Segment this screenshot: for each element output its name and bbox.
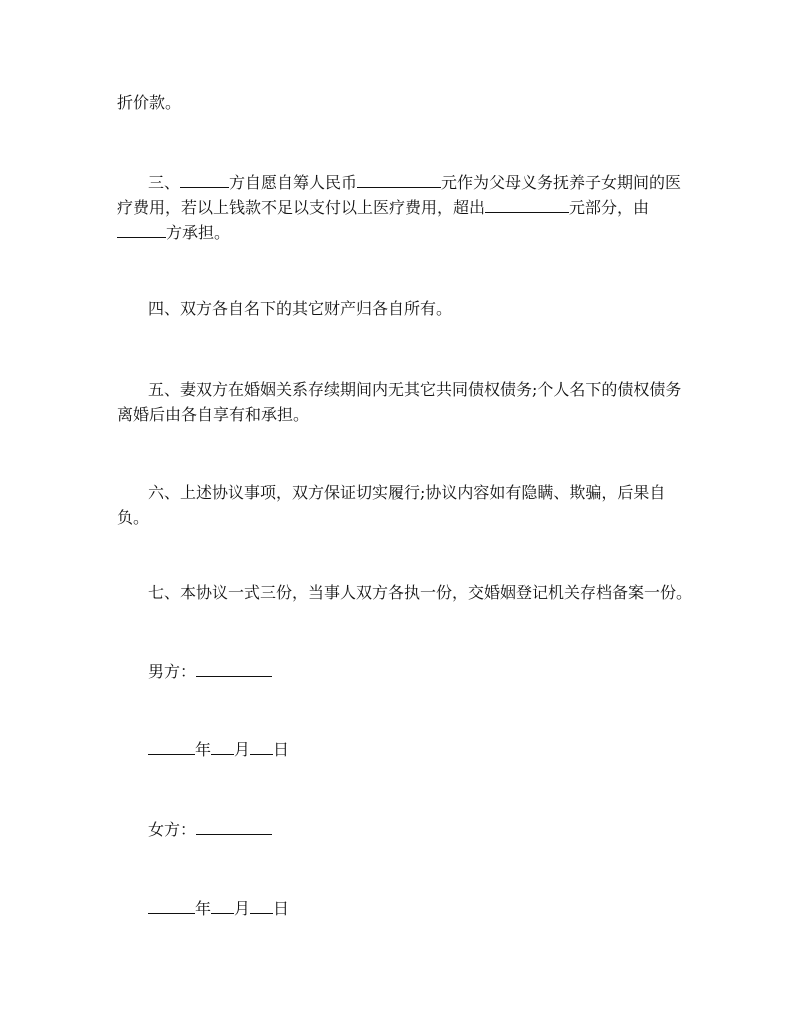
male-signature-line <box>148 659 718 684</box>
paragraph-three-text-a: 方自愿自筹人民币 <box>229 173 358 192</box>
paragraph-three-line-1 <box>148 170 718 195</box>
male-label: 男方： <box>148 662 197 681</box>
paragraph-three-line-3 <box>117 220 687 245</box>
paragraph-continuation <box>117 90 687 115</box>
male-year-blank <box>148 739 195 755</box>
amount-blank <box>357 172 441 188</box>
excess-amount-blank <box>485 197 569 213</box>
paragraph-seven <box>148 580 718 605</box>
male-year-label: 年 <box>195 740 212 759</box>
female-day-label: 日 <box>273 899 290 918</box>
paragraph-four <box>148 296 718 321</box>
paragraph-five-line-1 <box>148 377 718 402</box>
female-signature-line <box>148 817 718 842</box>
male-month-label: 月 <box>234 740 251 759</box>
paragraph-three-text-b: 元作为父母义务抚养子女期间的医 <box>441 173 682 192</box>
female-month-blank <box>211 898 234 914</box>
paragraph-six-line-1 <box>148 480 718 505</box>
male-month-blank <box>211 739 234 755</box>
paragraph-six-line-2 <box>117 505 687 530</box>
paragraph-six-text-2: 负。 <box>117 508 150 527</box>
continuation-text: 折价款。 <box>117 93 182 112</box>
female-year-label: 年 <box>195 899 212 918</box>
responsible-party-blank <box>117 222 166 238</box>
male-signature-blank <box>196 661 272 677</box>
male-day-label: 日 <box>273 740 290 759</box>
female-date-line <box>148 896 718 921</box>
female-day-blank <box>250 898 273 914</box>
paragraph-five-line-2 <box>117 402 687 427</box>
female-month-label: 月 <box>234 899 251 918</box>
paragraph-three-text-d: 元部分，由 <box>569 198 650 217</box>
male-day-blank <box>250 739 273 755</box>
paragraph-four-text: 四、双方各自名下的其它财产归各自所有。 <box>148 299 453 318</box>
paragraph-three-number: 三、 <box>148 173 181 192</box>
paragraph-three-text-c: 疗费用，若以上钱款不足以支付以上医疗费用，超出 <box>117 198 486 217</box>
paragraph-three-text-e: 方承担。 <box>166 223 231 242</box>
paragraph-seven-text: 七、本协议一式三份，当事人双方各执一份，交婚姻登记机关存档备案一份。 <box>148 583 693 602</box>
paragraph-three-line-2 <box>117 195 687 220</box>
paragraph-five-text-1: 五、妻双方在婚姻关系存续期间内无其它共同债权债务;个人名下的债权债务 <box>148 380 682 399</box>
party-blank <box>180 172 229 188</box>
paragraph-six-text-1: 六、上述协议事项，双方保证切实履行;协议内容如有隐瞒、欺骗，后果自 <box>148 483 666 502</box>
female-label: 女方： <box>148 820 197 839</box>
male-date-line <box>148 737 718 762</box>
female-year-blank <box>148 898 195 914</box>
paragraph-five-text-2: 离婚后由各自享有和承担。 <box>117 405 310 424</box>
female-signature-blank <box>196 819 272 835</box>
